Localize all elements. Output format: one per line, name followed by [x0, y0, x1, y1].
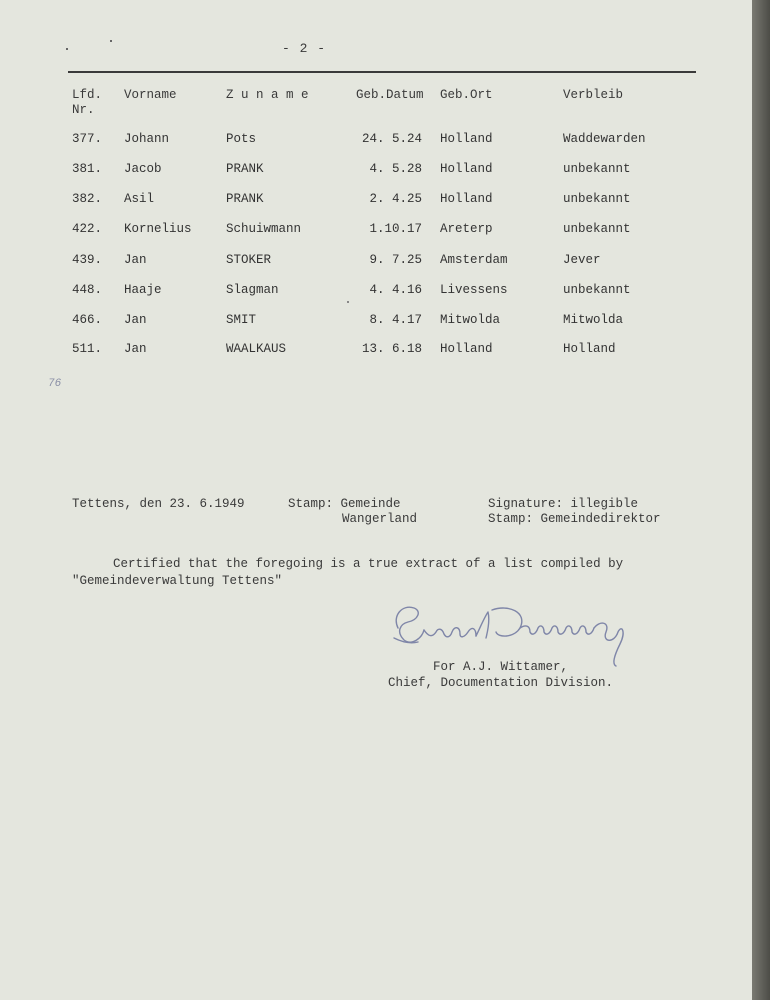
cell-vorname: Asil	[124, 192, 155, 206]
table-row	[0, 342, 752, 360]
cell-vorname: Haaje	[124, 283, 162, 297]
signature-note: Signature: illegible	[488, 497, 639, 511]
margin-pencil-note: 76	[48, 378, 62, 390]
cell-verbleib: unbekannt	[563, 162, 631, 176]
certification-line2: "Gemeindeverwaltung Tettens"	[72, 574, 283, 588]
header-nr-line2: Nr.	[72, 103, 95, 117]
header-ort: Geb.Ort	[440, 88, 493, 102]
cell-datum: 2. 4.25	[369, 192, 422, 206]
table-row	[0, 313, 752, 331]
cell-nr: 439.	[72, 253, 103, 267]
table-row	[0, 222, 752, 240]
cell-ort: Holland	[440, 162, 493, 176]
header-verbleib: Verbleib	[563, 88, 624, 102]
certification-line1: Certified that the foregoing is a true extract of a list compiled by	[113, 557, 624, 571]
signoff-line1: For A.J. Wittamer,	[433, 660, 569, 674]
header-rule	[68, 71, 696, 73]
cell-ort: Holland	[440, 192, 493, 206]
speck-mark	[110, 40, 112, 42]
cell-datum: 9. 7.25	[369, 253, 422, 267]
cell-nr: 382.	[72, 192, 103, 206]
cell-datum: 8. 4.17	[369, 313, 422, 327]
cell-ort: Livessens	[440, 283, 508, 297]
speck-mark	[347, 301, 349, 303]
table-row	[0, 283, 752, 301]
cell-ort: Mitwolda	[440, 313, 501, 327]
cell-nr: 381.	[72, 162, 103, 176]
table-row	[0, 132, 752, 150]
cell-zuname: Schuiwmann	[226, 222, 302, 236]
header-vorname: Vorname	[124, 88, 177, 102]
cell-zuname: PRANK	[226, 162, 264, 176]
table-row	[0, 253, 752, 271]
cell-ort: Amsterdam	[440, 253, 508, 267]
cell-ort: Areterp	[440, 222, 493, 236]
stamp-gemeinde-line1: Stamp: Gemeinde	[288, 497, 401, 511]
signoff-line2: Chief, Documentation Division.	[388, 676, 614, 690]
cell-vorname: Jacob	[124, 162, 162, 176]
cell-vorname: Jan	[124, 313, 147, 327]
cell-ort: Holland	[440, 132, 493, 146]
cell-nr: 422.	[72, 222, 103, 236]
stamp-gemeindedirektor: Stamp: Gemeindedirektor	[488, 512, 661, 526]
cell-zuname: WAALKAUS	[226, 342, 287, 356]
page-number: - 2 -	[282, 41, 327, 56]
cell-zuname: SMIT	[226, 313, 257, 327]
place-date: Tettens, den 23. 6.1949	[72, 497, 245, 511]
cell-datum: 24. 5.24	[361, 132, 422, 146]
cell-vorname: Jan	[124, 253, 147, 267]
cell-verbleib: unbekannt	[563, 222, 631, 236]
cell-zuname: PRANK	[226, 192, 264, 206]
scan-edge	[752, 0, 770, 1000]
cell-vorname: Johann	[124, 132, 170, 146]
cell-datum: 4. 4.16	[369, 283, 422, 297]
cell-zuname: STOKER	[226, 253, 272, 267]
stamp-gemeinde-line2: Wangerland	[342, 512, 418, 526]
cell-nr: 466.	[72, 313, 103, 327]
cell-verbleib: unbekannt	[563, 192, 631, 206]
cell-zuname: Pots	[226, 132, 257, 146]
cell-ort: Holland	[440, 342, 493, 356]
cell-verbleib: unbekannt	[563, 283, 631, 297]
cell-vorname: Jan	[124, 342, 147, 356]
cell-datum: 4. 5.28	[369, 162, 422, 176]
cell-nr: 377.	[72, 132, 103, 146]
cell-verbleib: Jever	[563, 253, 601, 267]
cell-nr: 448.	[72, 283, 103, 297]
table-row	[0, 192, 752, 210]
speck-mark	[66, 48, 68, 50]
header-datum: Geb.Datum	[356, 88, 424, 102]
table-row	[0, 162, 752, 180]
cell-datum: 13. 6.18	[361, 342, 422, 356]
cell-verbleib: Mitwolda	[563, 313, 624, 327]
header-nr-line1: Lfd.	[72, 88, 103, 102]
header-zuname: Z u n a m e	[226, 88, 309, 102]
cell-zuname: Slagman	[226, 283, 279, 297]
cell-datum: 1.10.17	[369, 222, 422, 236]
cell-verbleib: Waddewarden	[563, 132, 646, 146]
cell-verbleib: Holland	[563, 342, 616, 356]
cell-vorname: Kornelius	[124, 222, 192, 236]
cell-nr: 511.	[72, 342, 103, 356]
